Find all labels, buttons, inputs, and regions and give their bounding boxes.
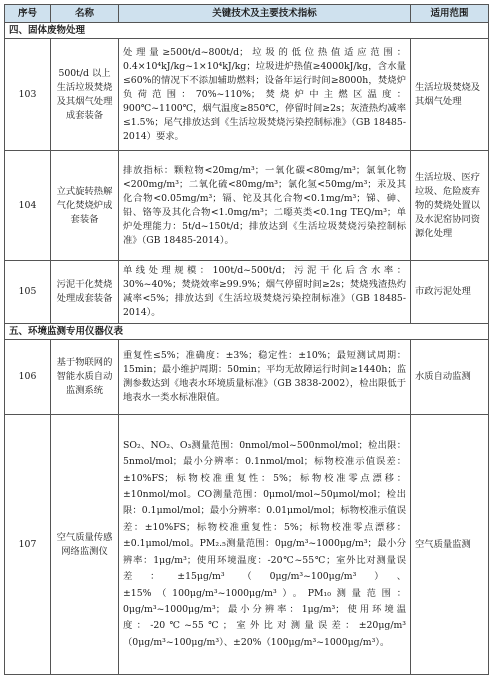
section-row	[5, 23, 489, 39]
row-number: 104	[5, 151, 51, 261]
row-name: 基于物联网的智能水质自动监测系统	[51, 340, 119, 415]
row-tech: 重复性≤5%；准确度：±3%；稳定性：±10%；最短测试周期：15min；最小维护周期：50min；平均无故障运行时间≥1440h；监测参数达到《地表水环境质量标准》（GB 3838-2002），检出限低于地表水一类水标准限值。	[119, 340, 411, 415]
section-title: 四、固体废物处理	[5, 23, 489, 39]
row-name: 污泥干化焚烧处理成套装备	[51, 261, 119, 324]
row-scope: 市政污泥处理	[411, 261, 489, 324]
header-name: 名称	[51, 5, 119, 23]
row-scope: 空气质量监测	[411, 415, 489, 675]
table-row	[5, 39, 489, 151]
row-name: 500t/d 以上生活垃圾焚烧及其烟气处理成套装备	[51, 39, 119, 151]
row-tech: 单线处理规模：100t/d~500t/d；污泥干化后含水率：30%~40%；焚烧效率≥99.9%；烟气停留时间≥2s；焚烧残渣热灼减率<5%；排放达到《生活垃圾焚烧污染控制标准》（GB 18485-2014）。	[119, 261, 411, 324]
row-scope: 生活垃圾焚烧及其烟气处理	[411, 39, 489, 151]
row-scope: 水质自动监测	[411, 340, 489, 415]
header-tech: 关键技术及主要技术指标	[119, 5, 411, 23]
row-scope: 生活垃圾、医疗垃圾、危险废弃物的焚烧处置以及水泥窑协同资源化处理	[411, 151, 489, 261]
row-name: 空气质量传感网络监测仪	[51, 415, 119, 675]
row-tech: 处理量≥500t/d~800t/d；垃圾的低位热值适应范围：0.4×10⁴kJ/kg~1×10⁴kJ/kg；垃圾进炉热值≥4000kJ/kg，含水量≤60%的情况下不添加辅助燃料；设备年运行时间≥8000h，焚烧炉负荷范围：70%~110%；焚烧炉中主燃区温度：900℃~1100℃，烟气温度≥850℃，停留时间≥2s；灰渣热灼减率≤1.5%；尾气排放达到《生活垃圾焚烧污染控制标准》（GB 18485-2014）要求。	[119, 39, 411, 151]
table-header-row	[5, 5, 489, 23]
header-scope: 适用范围	[411, 5, 489, 23]
section-row	[5, 324, 489, 340]
row-number: 106	[5, 340, 51, 415]
table-row	[5, 415, 489, 675]
table-row	[5, 261, 489, 324]
row-tech: 排放指标：颗粒物<20mg/m³；一氧化碳<80mg/m³；氯氧化物<200mg/m³；二氧化硫<80mg/m³；氯化氢<50mg/m³；汞及其化合物<0.05mg/m³；镉、铊及其化合物<0.1mg/m³；锑、砷、铅、铬等及其化合物<1.0mg/m³；二噁英类<0.1ng TEQ/m³；单炉处理能力：5t/d~150t/d；排放达到《生活垃圾焚烧污染控制标准》（GB 18485-2014）。	[119, 151, 411, 261]
header-no: 序号	[5, 5, 51, 23]
row-number: 107	[5, 415, 51, 675]
section-title: 五、环境监测专用仪器仪表	[5, 324, 489, 340]
table-row	[5, 151, 489, 261]
document-page	[4, 4, 488, 682]
table-row	[5, 340, 489, 415]
technology-table	[4, 4, 489, 675]
row-tech: SO₂、NO₂、O₃测量范围：0nmol/mol~500nmol/mol；检出限：5nmol/mol；最小分辨率：0.1nmol/mol；标物校准示值误差：±10%FS；标物校准重复性：5%；标物校准零点漂移：±10nmol/mol。CO测量范围：0μmol/mol~50μmol/mol；检出限：0.1μmol/mol；最小分辨率：0.01μmol/mol；标物校准示值误差：±10%FS；标物校准重复性：5%；标物校准零点漂移：±0.1μmol/mol。PM₂.₅测量范围：0μg/m³~1000μg/m³；最小分辨率：1μg/m³；使用环境温度：-20℃~55℃；室外比对测量误差：±15μg/m³（0μg/m³~100μg/m³）、±15%（100μg/m³~1000μg/m³）。PM₁₀测量范围：0μg/m³~1000μg/m³；最小分辨率：1μg/m³；使用环境温度：-20℃~55℃；室外比对测量误差：±20μg/m³（0μg/m³~100μg/m³）、±20%（100μg/m³~1000μg/m³）。	[119, 415, 411, 675]
row-number: 105	[5, 261, 51, 324]
row-number: 103	[5, 39, 51, 151]
row-name: 立式旋转热解气化焚烧炉成套装备	[51, 151, 119, 261]
